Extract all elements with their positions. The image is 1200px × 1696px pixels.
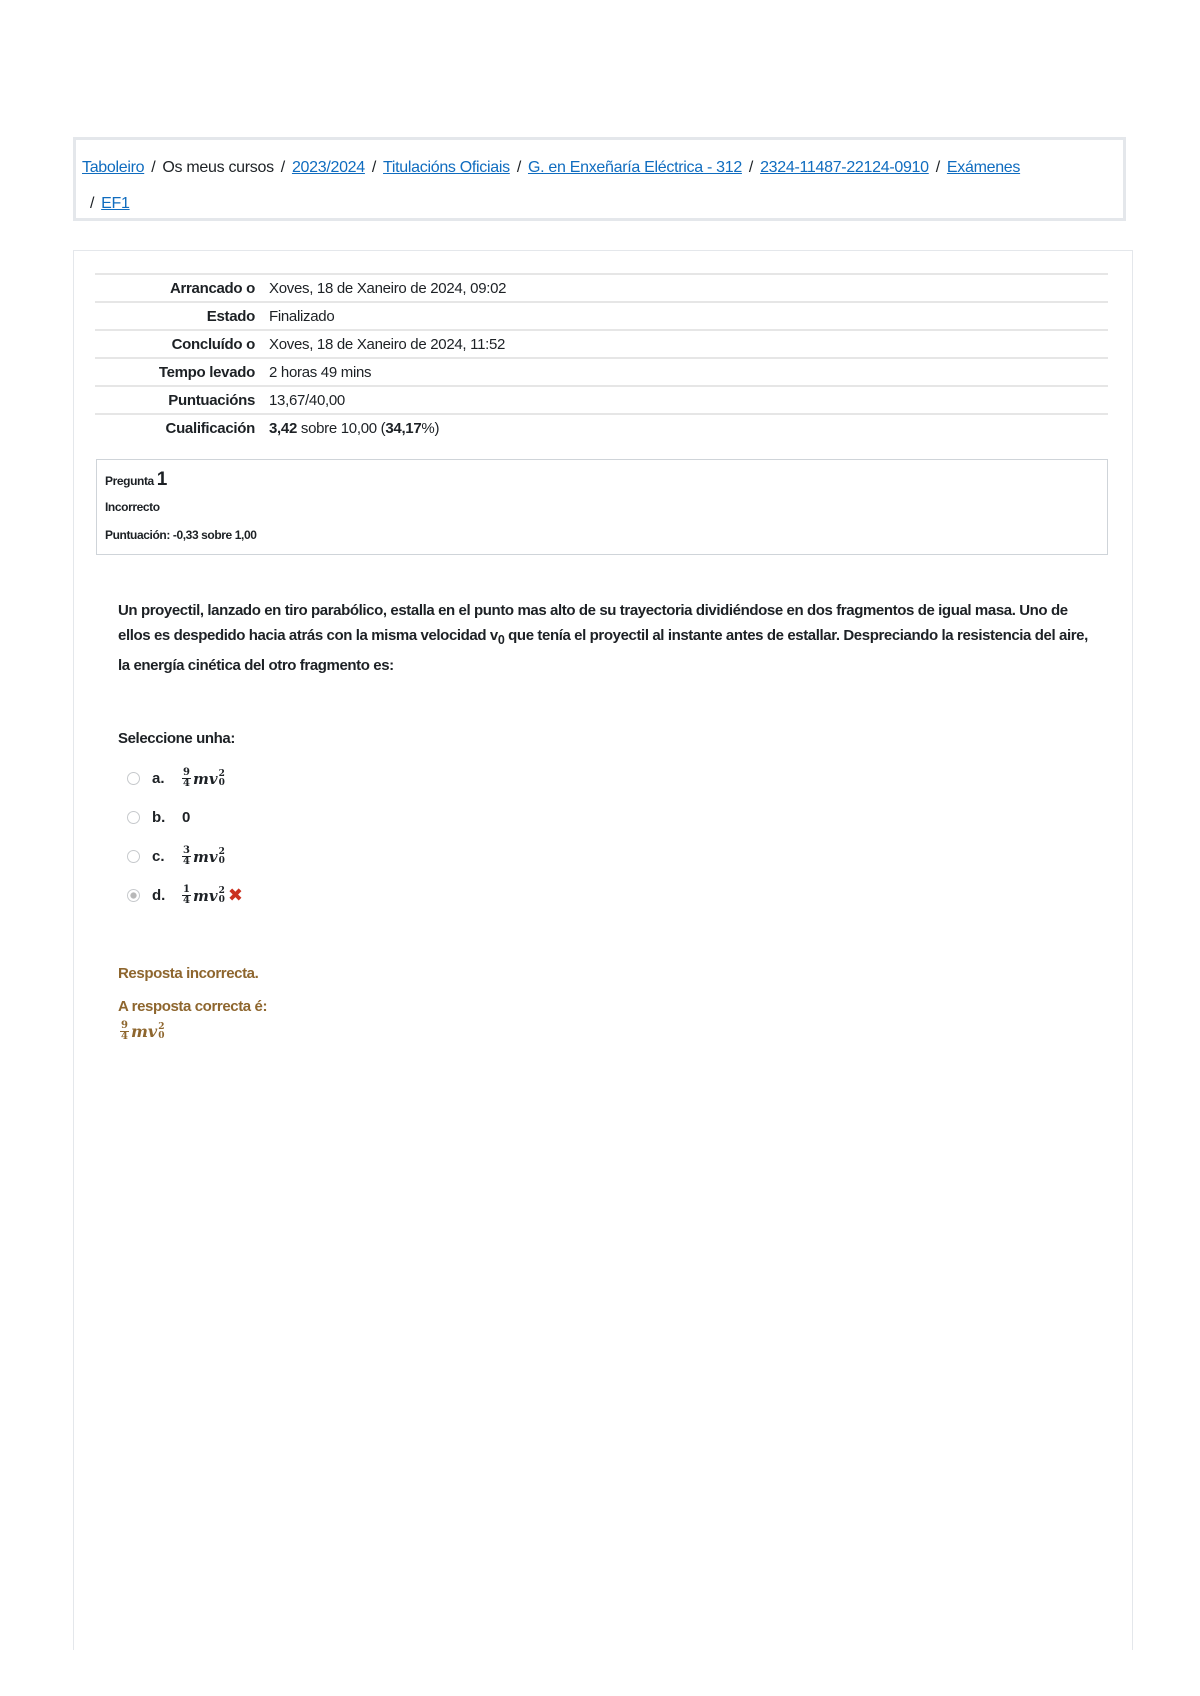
breadcrumb-official-degrees[interactable]: Titulacións Oficiais — [383, 159, 510, 176]
question-label: Pregunta — [105, 474, 154, 488]
fraction-denominator: 4 — [121, 1031, 128, 1042]
answer-option-c[interactable] — [127, 837, 243, 876]
question-text-part1: Un proyectil, lanzado en tiro parabólico, estalla en el punto mas alto de su trayectoria dividiéndose en dos fragmentos de igual masa. Uno de ellos es despedido hacia atrás con la misma velocidad v — [118, 602, 1068, 644]
radio-button[interactable] — [127, 811, 140, 824]
question-text-part2: que tenía el proyectil al instante antes de estallar. Despreciando la resistencia del aire, la energía cinética del otro fragmento es: — [118, 627, 1088, 674]
summary-label: Concluído o — [171, 335, 255, 353]
answer-option-d[interactable] — [127, 876, 243, 915]
summary-value: 2 horas 49 mins — [269, 363, 372, 381]
breadcrumb — [73, 137, 1126, 221]
expression-body: mv — [192, 769, 218, 788]
summary-value: Xoves, 18 de Xaneiro de 2024, 09:02 — [269, 279, 507, 297]
summary-row-completed — [95, 330, 1108, 358]
summary-value: Finalizado — [269, 307, 335, 325]
grade-percent-end: %) — [421, 420, 440, 437]
expression-body: mv — [130, 1022, 158, 1041]
fraction-numerator: 1 — [183, 884, 190, 895]
answer-letter: d. — [152, 887, 166, 904]
breadcrumb-year[interactable]: 2023/2024 — [291, 159, 365, 176]
question-state: Incorrecto — [105, 500, 160, 514]
exponent-index — [219, 770, 225, 788]
incorrect-icon: ✖ — [227, 885, 243, 906]
attempt-summary-table — [95, 273, 1108, 442]
breadcrumb-separator: / — [280, 159, 285, 176]
answer-option-b[interactable] — [127, 798, 243, 837]
index: 0 — [218, 855, 225, 866]
summary-value: Xoves, 18 de Xaneiro de 2024, 11:52 — [269, 335, 506, 353]
answer-expression — [182, 768, 225, 789]
summary-label: Arrancado o — [169, 279, 255, 297]
summary-row-grade — [95, 414, 1108, 442]
summary-label: Cualificación — [165, 420, 255, 437]
summary-label: Estado — [206, 307, 255, 325]
breadcrumb-quiz[interactable]: EF1 — [101, 195, 130, 212]
answer-expression — [182, 846, 225, 867]
fraction-denominator: 4 — [183, 856, 190, 867]
expression-body: mv — [192, 847, 218, 866]
grade-value: 3,42 — [269, 420, 297, 437]
fraction-numerator: 9 — [121, 1020, 128, 1031]
summary-row-time-taken — [95, 358, 1108, 386]
radio-button-selected[interactable] — [127, 889, 140, 902]
summary-row-marks — [95, 386, 1108, 414]
summary-row-started — [95, 274, 1108, 302]
grade-out-of: sobre 10,00 ( — [297, 420, 386, 437]
summary-row-state — [95, 302, 1108, 330]
question-text-subscript: 0 — [497, 633, 505, 647]
fraction — [182, 768, 191, 789]
question-text — [118, 598, 1096, 678]
breadcrumb-separator: / — [371, 159, 377, 176]
summary-label: Puntuacións — [168, 391, 255, 409]
expression-body: mv — [192, 886, 218, 905]
fraction — [182, 885, 191, 906]
fraction-denominator: 4 — [183, 778, 190, 789]
question-number-line — [105, 468, 1099, 493]
question-number: 1 — [156, 469, 167, 490]
answer-text: 0 — [182, 809, 191, 826]
fraction-numerator: 3 — [183, 845, 190, 856]
answer-expression — [182, 885, 243, 906]
index: 0 — [158, 1030, 165, 1041]
fraction — [120, 1021, 129, 1042]
answer-option-a[interactable] — [127, 759, 243, 798]
exponent: 2 — [218, 846, 225, 857]
exponent-index — [219, 887, 225, 905]
summary-label: Tempo levado — [158, 363, 255, 381]
question-grade: Puntuación: -0,33 sobre 1,00 — [105, 528, 257, 542]
breadcrumb-separator: / — [748, 159, 754, 176]
radio-button[interactable] — [127, 850, 140, 863]
radio-button[interactable] — [127, 772, 140, 785]
exponent: 2 — [158, 1021, 165, 1032]
exponent: 2 — [218, 885, 225, 896]
breadcrumb-my-courses: Os meus cursos — [162, 159, 274, 176]
fraction-denominator: 4 — [183, 895, 190, 906]
breadcrumb-course[interactable]: 2324-11487-22124-0910 — [760, 159, 929, 176]
fraction — [182, 846, 191, 867]
feedback-incorrect: Resposta incorrecta. — [118, 965, 259, 982]
index: 0 — [218, 894, 225, 905]
breadcrumb-dashboard[interactable]: Taboleiro — [82, 159, 145, 176]
fraction-numerator: 9 — [183, 767, 190, 778]
breadcrumb-separator: / — [90, 195, 95, 212]
breadcrumb-separator: / — [151, 159, 156, 176]
answer-prompt: Seleccione unha: — [118, 730, 235, 747]
exponent: 2 — [218, 768, 225, 779]
answer-letter: a. — [152, 770, 165, 787]
grade-percent: 34,17 — [385, 420, 422, 437]
answer-letter: c. — [152, 848, 165, 865]
summary-value: 13,67/40,00 — [269, 391, 345, 409]
exponent-index — [158, 1023, 164, 1041]
right-answer-expression — [120, 1021, 164, 1042]
breadcrumb-degree[interactable]: G. en Enxeñaría Eléctrica - 312 — [527, 159, 742, 176]
summary-value — [269, 414, 1108, 442]
breadcrumb-exams[interactable]: Exámenes — [946, 159, 1021, 176]
answer-list — [127, 759, 243, 915]
breadcrumb-separator: / — [935, 159, 940, 176]
right-answer-label: A resposta correcta é: — [118, 998, 268, 1015]
question-info — [96, 459, 1108, 555]
breadcrumb-separator: / — [516, 159, 521, 176]
exponent-index — [219, 848, 225, 866]
index: 0 — [218, 777, 225, 788]
answer-letter: b. — [152, 809, 166, 826]
